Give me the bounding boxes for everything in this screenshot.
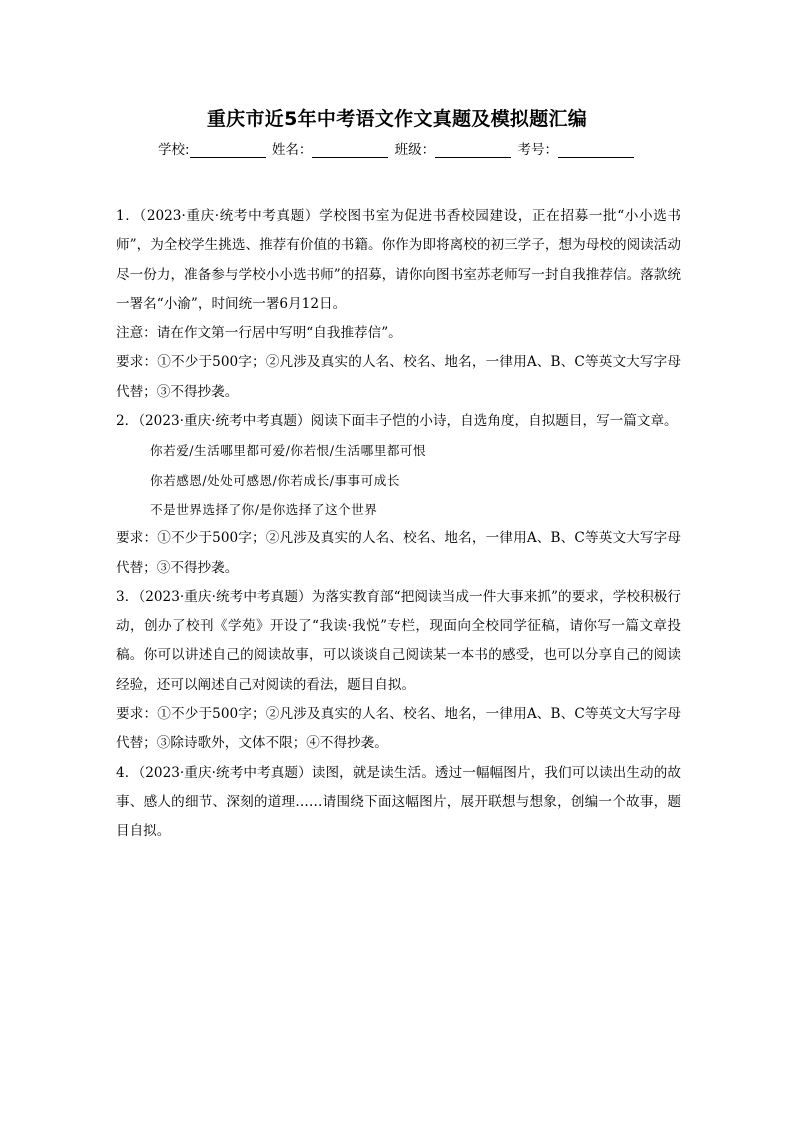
question-3-text: 3．（2023·重庆·统考中考真题）为落实教育部“把阅读当成一件大事来抓”的要求，学校积极行动，创办了校刊《学苑》开设了“我读·我悦”专栏，现面向全校同学征稿，请你写一篇文章投稿。你可以讲述自己的阅读故事，可以谈谈自己阅读某一本书的感受，也可以分享自己的阅读经验，还可以阐述自己对阅读的看法，题目自拟。: [116, 588, 681, 693]
school-blank: [190, 143, 266, 158]
question-3-requirements: 要求：①不少于500字；②凡涉及真实的人名、校名、地名，一律用A、B、C等英文大写字母代替；③除诗歌外，文体不限；④不得抄袭。: [116, 706, 681, 752]
poem-line-2: 你若感恩/处处可感恩/你若成长/事事可成长: [150, 472, 400, 488]
poem-line-1: 你若爱/生活哪里都可爱/你若恨/生活哪里都可恨: [150, 443, 427, 459]
name-label: 姓名：: [271, 142, 313, 158]
class-label: 班级：: [394, 142, 436, 158]
question-2-requirements: 要求：①不少于500字；②凡涉及真实的人名、校名、地名，一律用A、B、C等英文大写字母代替；③不得抄袭。: [116, 530, 681, 576]
class-blank: [435, 143, 511, 158]
exam-number-blank: [558, 143, 634, 158]
question-4-text: 4．（2023·重庆·统考中考真题）读图，就是读生活。透过一幅幅图片，我们可以读出生动的故事、感人的细节、深刻的道理……请围绕下面这幅图片，展开联想与想象，创编一个故事，题目自拟。: [116, 764, 681, 840]
poem-line-3: 不是世界选择了你/是你选择了这个世界: [150, 501, 378, 517]
exam-number-label: 考号：: [517, 142, 558, 158]
page-title: 重庆市近5年中考语文作文真题及模拟题汇编: [206, 108, 588, 130]
student-info-line: [0, 138, 794, 158]
name-blank: [312, 143, 388, 158]
question-1-text: 1．（2023·重庆·统考中考真题）学校图书室为促进书香校园建设，正在招募一批“小小选书师”，为全校学生挑选、推荐有价值的书籍。你作为即将离校的初三学子，想为母校的阅读活动尽一份力，准备参与学校小小选书师”的招募，请你向图书室苏老师写一封自我推荐信。落款统一署名“小渝”，时间统一署6月12日。: [116, 208, 681, 312]
question-2-text: 2．（2023·重庆·统考中考真题）阅读下面丰子恺的小诗，自选角度，自拟题目，写一篇文章。: [116, 413, 678, 430]
question-1-note: 注意：请在作文第一行居中写明“自我推荐信”。: [116, 325, 402, 342]
school-label: 学校:: [158, 142, 190, 158]
question-list: [116, 202, 681, 847]
question-1-requirements: 要求：①不少于500字；②凡涉及真实的人名、校名、地名，一律用A、B、C等英文大写字母代替；③不得抄袭。: [116, 354, 681, 400]
